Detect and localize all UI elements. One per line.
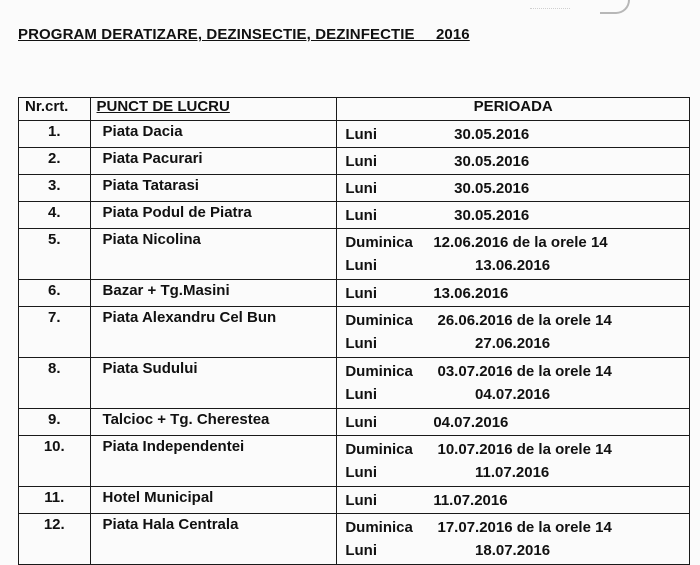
period-day: Luni bbox=[345, 386, 377, 403]
header-perioada: PERIOADA bbox=[337, 98, 690, 121]
row-nr: 2. bbox=[19, 148, 91, 175]
row-nr: 10. bbox=[19, 436, 91, 487]
table-row bbox=[19, 487, 690, 514]
period-line bbox=[337, 360, 689, 383]
table-body bbox=[19, 121, 690, 565]
row-perioada bbox=[337, 307, 690, 358]
period-day: Luni bbox=[345, 285, 377, 302]
period-day: Luni bbox=[345, 542, 377, 559]
period-day: Luni bbox=[345, 335, 377, 352]
table-header-row bbox=[19, 98, 690, 121]
row-perioada bbox=[337, 514, 690, 565]
row-punct: Piata Sudului bbox=[90, 358, 337, 409]
period-line bbox=[337, 438, 689, 461]
period-line bbox=[337, 123, 689, 146]
period-day: Luni bbox=[345, 153, 377, 170]
period-value: 26.06.2016 de la orele 14 bbox=[433, 312, 612, 329]
row-punct: Piata Pacurari bbox=[90, 148, 337, 175]
period-value: 17.07.2016 de la orele 14 bbox=[433, 519, 612, 536]
table-row bbox=[19, 436, 690, 487]
period-day: Luni bbox=[345, 126, 377, 143]
row-nr: 6. bbox=[19, 280, 91, 307]
period-day: Luni bbox=[345, 180, 377, 197]
period-day: Luni bbox=[345, 414, 377, 431]
row-perioada bbox=[337, 202, 690, 229]
period-value: 30.05.2016 bbox=[433, 126, 530, 143]
page-title: PROGRAM DERATIZARE, DEZINSECTIE, DEZINFECTIE 2016 bbox=[18, 26, 470, 43]
row-nr: 5. bbox=[19, 229, 91, 280]
table-row bbox=[19, 229, 690, 280]
row-perioada bbox=[337, 148, 690, 175]
period-day: Duminica bbox=[345, 519, 413, 536]
period-line bbox=[337, 383, 689, 406]
header-punct: PUNCT DE LUCRU bbox=[90, 98, 337, 121]
row-nr: 11. bbox=[19, 487, 91, 514]
period-value: 12.06.2016 de la orele 14 bbox=[433, 234, 608, 251]
row-punct: Bazar + Tg.Masini bbox=[90, 280, 337, 307]
period-line bbox=[337, 150, 689, 173]
period-value: 10.07.2016 de la orele 14 bbox=[433, 441, 612, 458]
period-line bbox=[337, 489, 689, 512]
period-value: 11.07.2016 bbox=[433, 492, 508, 509]
row-perioada bbox=[337, 358, 690, 409]
period-day: Duminica bbox=[345, 234, 413, 251]
row-nr: 1. bbox=[19, 121, 91, 148]
row-nr: 3. bbox=[19, 175, 91, 202]
table-row bbox=[19, 175, 690, 202]
header-nr: Nr.crt. bbox=[19, 98, 91, 121]
row-punct: Piata Dacia bbox=[90, 121, 337, 148]
table-row bbox=[19, 280, 690, 307]
row-punct: Piata Tatarasi bbox=[90, 175, 337, 202]
row-perioada bbox=[337, 487, 690, 514]
row-punct: Talcioc + Tg. Cherestea bbox=[90, 409, 337, 436]
row-perioada bbox=[337, 175, 690, 202]
period-value: 30.05.2016 bbox=[433, 180, 530, 197]
table-row bbox=[19, 121, 690, 148]
period-value: 13.06.2016 bbox=[433, 285, 509, 302]
period-line bbox=[337, 309, 689, 332]
period-day: Luni bbox=[345, 207, 377, 224]
table-row bbox=[19, 202, 690, 229]
period-day: Luni bbox=[345, 257, 377, 274]
period-value: 30.05.2016 bbox=[433, 207, 530, 224]
row-punct: Piata Nicolina bbox=[90, 229, 337, 280]
period-value: 27.06.2016 bbox=[433, 335, 551, 352]
period-line bbox=[337, 332, 689, 355]
period-line bbox=[337, 231, 689, 254]
period-day: Duminica bbox=[345, 363, 413, 380]
period-value: 18.07.2016 bbox=[433, 542, 551, 559]
row-punct: Piata Hala Centrala bbox=[90, 514, 337, 565]
period-value: 03.07.2016 de la orele 14 bbox=[433, 363, 612, 380]
row-perioada bbox=[337, 409, 690, 436]
table-row bbox=[19, 409, 690, 436]
table-row bbox=[19, 148, 690, 175]
table-row bbox=[19, 358, 690, 409]
period-line bbox=[337, 177, 689, 200]
row-perioada bbox=[337, 280, 690, 307]
period-line bbox=[337, 254, 689, 277]
row-nr: 8. bbox=[19, 358, 91, 409]
row-punct: Piata Podul de Piatra bbox=[90, 202, 337, 229]
row-punct: Hotel Municipal bbox=[90, 487, 337, 514]
table-row bbox=[19, 514, 690, 565]
period-value: 04.07.2016 bbox=[433, 386, 551, 403]
row-nr: 9. bbox=[19, 409, 91, 436]
period-value: 13.06.2016 bbox=[433, 257, 551, 274]
scan-mark bbox=[530, 0, 570, 9]
row-perioada bbox=[337, 436, 690, 487]
period-day: Duminica bbox=[345, 441, 413, 458]
scan-mark-curve bbox=[600, 0, 630, 14]
row-punct: Piata Independentei bbox=[90, 436, 337, 487]
period-value: 30.05.2016 bbox=[433, 153, 530, 170]
row-nr: 12. bbox=[19, 514, 91, 565]
row-perioada bbox=[337, 121, 690, 148]
period-line bbox=[337, 461, 689, 484]
period-line bbox=[337, 282, 689, 305]
period-line bbox=[337, 539, 689, 562]
period-line bbox=[337, 204, 689, 227]
period-value: 11.07.2016 bbox=[433, 464, 550, 481]
period-value: 04.07.2016 bbox=[433, 414, 509, 431]
period-line bbox=[337, 516, 689, 539]
table-row bbox=[19, 307, 690, 358]
row-perioada bbox=[337, 229, 690, 280]
row-nr: 7. bbox=[19, 307, 91, 358]
schedule-table bbox=[18, 97, 690, 565]
period-day: Luni bbox=[345, 492, 377, 509]
period-line bbox=[337, 411, 689, 434]
row-nr: 4. bbox=[19, 202, 91, 229]
row-punct: Piata Alexandru Cel Bun bbox=[90, 307, 337, 358]
period-day: Duminica bbox=[345, 312, 413, 329]
period-day: Luni bbox=[345, 464, 377, 481]
